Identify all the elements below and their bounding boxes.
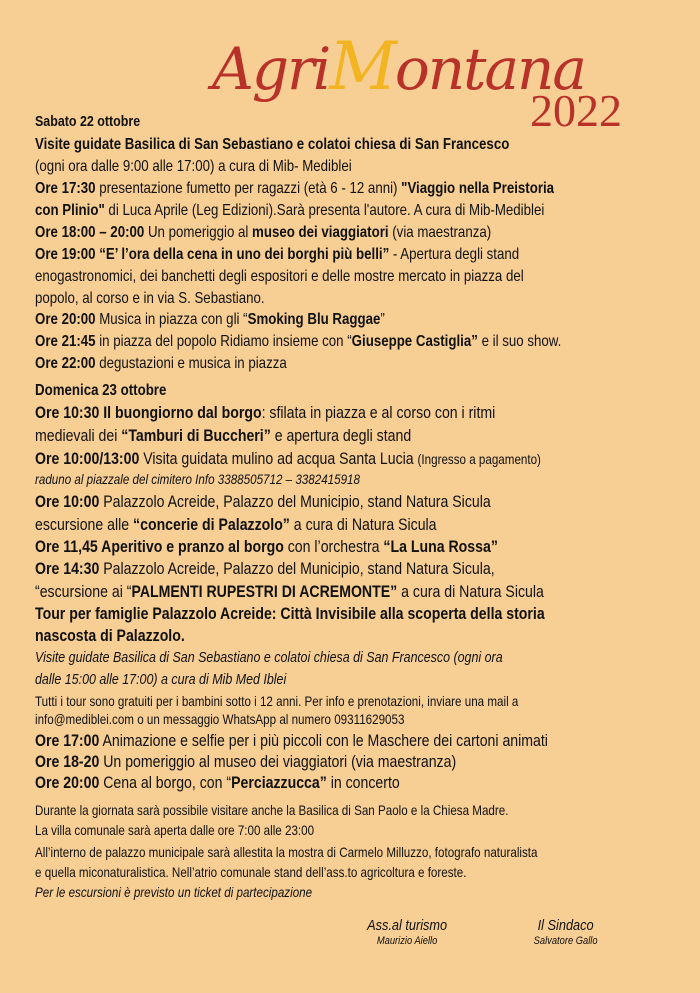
program-text-segment: Cena al borgo, con “ xyxy=(99,773,232,792)
program-text-segment: popolo, al corso e in via S. Sebastiano. xyxy=(35,290,265,307)
signature-title: Ass.al turismo xyxy=(367,917,448,934)
program-highlight: Ore 18:00 – 20:00 xyxy=(35,224,145,241)
program-text-segment: Palazzolo Acreide, Palazzo del Municipio, stand Natura Sicula, xyxy=(99,559,495,578)
program-line xyxy=(35,450,541,469)
program-text-segment: in piazza del popolo Ridiamo insieme con “ xyxy=(95,333,352,350)
program-line xyxy=(35,472,360,487)
program-text-segment: Musica in piazza con gli “ xyxy=(95,311,248,328)
program-line xyxy=(35,268,524,286)
program-text-segment: escursione alle xyxy=(35,515,134,534)
program-highlight: Ore 22:00 xyxy=(35,355,96,372)
program-highlight: nascosta di Palazzolo. xyxy=(35,626,185,645)
program-highlight: Ore 10:00/13:00 xyxy=(35,449,140,468)
program-text-segment: Un pomeriggio al xyxy=(144,224,253,241)
program-line xyxy=(35,311,385,329)
logo-m: M xyxy=(329,28,395,105)
signature-mayor xyxy=(534,917,598,947)
program-text-segment: a cura di Natura Sicula xyxy=(397,582,544,601)
program-line xyxy=(35,516,437,535)
program-text-segment: ” xyxy=(380,311,385,328)
program-text-segment: Per le escursioni è previsto un ticket di partecipazione xyxy=(35,884,313,900)
program-line xyxy=(35,650,503,667)
signature-name: Maurizio Aiello xyxy=(376,935,438,947)
program-line xyxy=(35,382,166,400)
program-highlight: Visite guidate Basilica di San Sebastiano e colatoi chiesa di San Francesco xyxy=(35,136,510,153)
program-line xyxy=(35,753,456,772)
program-highlight: Smoking Blu Raggae xyxy=(247,311,381,328)
program-text-segment: degustazioni e musica in piazza xyxy=(95,355,287,372)
program-highlight: "Viaggio nella Preistoria xyxy=(401,180,555,197)
logo-agri: Agri xyxy=(212,35,330,103)
program-line xyxy=(35,627,185,646)
program-text-segment: raduno al piazzale del cimitero Info 3388505712 – 3382415918 xyxy=(35,471,360,487)
program-text-segment: Animazione e selfie per i più piccoli con le Maschere dei cartoni animati xyxy=(99,731,548,750)
program-highlight: Ore 17:00 xyxy=(35,731,100,750)
program-text-segment: Durante la giornata sarà possibile visitare anche la Basilica di San Paolo e la Chiesa Madre. xyxy=(35,802,509,818)
program-line xyxy=(35,560,495,579)
program-highlight: Domenica 23 ottobre xyxy=(35,382,167,399)
program-text-segment: Visite guidate Basilica di San Sebastiano e colatoi chiesa di San Francesco (ogni ora xyxy=(35,649,503,666)
program-highlight: Ore 20:00 xyxy=(35,311,96,328)
program-line xyxy=(35,114,140,131)
program-text-segment: (via maestranza) xyxy=(388,224,492,241)
program-highlight: Tour per famiglie Palazzolo Acreide: Città Invisibile alla scoperta della storia xyxy=(35,604,545,623)
logo-year: 2022 xyxy=(530,85,622,136)
program-text-segment: La villa comunale sarà aperta dalle ore 7:00 alle 23:00 xyxy=(35,822,315,838)
program-line xyxy=(35,865,466,880)
program-text-segment: All’interno de palazzo municipale sarà allestita la mostra di Carmelo Milluzzo, fotografo naturalista xyxy=(35,844,538,860)
program-text-segment: info@mediblei.com o un messaggio WhatsApp al numero 09311629053 xyxy=(35,711,405,727)
program-line xyxy=(35,583,544,602)
program-highlight: PALMENTI RUPESTRI DI ACREMONTE” xyxy=(131,582,398,601)
program-highlight: “concerie di Palazzolo” xyxy=(133,515,290,534)
program-text-segment: e il suo show. xyxy=(477,333,562,350)
program-highlight: museo dei viaggiatori xyxy=(252,224,389,241)
program-line xyxy=(35,672,286,689)
program-highlight: Ore 10:00 xyxy=(35,492,100,511)
program-highlight: Sabato 22 ottobre xyxy=(35,113,141,130)
program-highlight: Ore 18-20 xyxy=(35,752,100,771)
program-line xyxy=(35,202,544,220)
program-line xyxy=(35,823,314,838)
program-highlight: “La Luna Rossa” xyxy=(383,537,498,556)
program-highlight: Ore 17:30 xyxy=(35,180,96,197)
program-highlight: Ore 14:30 xyxy=(35,559,100,578)
program-text-segment: a cura di Natura Sicula xyxy=(289,515,437,534)
program-line xyxy=(35,538,498,557)
program-highlight: Perciazzucca” xyxy=(231,773,327,792)
program-text-segment: in concerto xyxy=(326,773,400,792)
logo-ontana: ontana xyxy=(394,35,585,103)
program-highlight: Ore 11,45 Aperitivo e pranzo al borgo xyxy=(35,537,284,556)
program-line xyxy=(35,712,404,727)
program-line xyxy=(35,180,554,198)
program-highlight: Ore 10:30 Il buongiorno dal borgo xyxy=(35,403,262,422)
program-text-segment: Palazzolo Acreide, Palazzo del Municipio, stand Natura Sicula xyxy=(99,492,491,511)
program-text-segment: con l’orchestra xyxy=(283,537,384,556)
program-text-segment: (ogni ora dalle 9:00 alle 17:00) a cura di Mib- Mediblei xyxy=(35,158,352,175)
program-line xyxy=(35,224,491,242)
program-text-segment: enogastronomici, dei banchetti degli espositori e delle mostre mercato in piazza del xyxy=(35,268,524,285)
program-line xyxy=(35,355,287,373)
program-highlight: Ore 20:00 xyxy=(35,773,100,792)
program-line xyxy=(35,136,509,154)
signature-tourism xyxy=(367,917,447,947)
program-highlight: Giuseppe Castiglia” xyxy=(351,333,478,350)
program-highlight: Ore 21:45 xyxy=(35,333,96,350)
program-line xyxy=(35,333,561,351)
program-text-segment: e quella miconaturalistica. Nell’atrio comunale stand dell’ass.to agricoltura e foreste. xyxy=(35,864,467,880)
program-line xyxy=(35,694,518,709)
program-text-segment: “escursione ai “ xyxy=(35,582,132,601)
program-line xyxy=(35,158,352,176)
signature-name: Salvatore Gallo xyxy=(533,935,598,947)
program-line xyxy=(35,605,545,624)
program-text-segment: - Apertura degli stand xyxy=(389,246,520,263)
program-text-segment: Un pomeriggio al museo dei viaggiatori (via maestranza) xyxy=(99,752,457,771)
program-text-segment: medievali dei xyxy=(35,426,122,445)
program-line xyxy=(35,774,400,793)
program-highlight: Ore 19:00 “E’ l’ora della cena in uno dei borghi più belli” xyxy=(35,246,390,263)
program-text-segment: di Luca Aprile (Leg Edizioni).Sarà presenta l'autore. A cura di Mib-Mediblei xyxy=(104,202,545,219)
program-text-segment: (Ingresso a pagamento) xyxy=(417,451,541,467)
program-text-segment: : sfilata in piazza e al corso con i ritmi xyxy=(261,403,496,422)
program-text-segment: Tutti i tour sono gratuiti per i bambini sotto i 12 anni. Per info e prenotazioni, inviare una mail a xyxy=(35,693,519,709)
program-line xyxy=(35,246,519,264)
program-line xyxy=(35,803,508,818)
program-highlight: con Plinio" xyxy=(35,202,105,219)
signature-title: Il Sindaco xyxy=(537,917,594,934)
program-line xyxy=(35,493,491,512)
program-text-segment: dalle 15:00 alle 17:00) a cura di Mib Med Iblei xyxy=(35,671,287,688)
program-line xyxy=(35,404,495,423)
program-line xyxy=(35,290,265,308)
program-text-segment: Visita guidata mulino ad acqua Santa Lucia xyxy=(139,449,418,468)
program-line xyxy=(35,845,537,860)
program-line xyxy=(35,732,548,751)
program-line xyxy=(35,885,312,900)
program-line xyxy=(35,427,411,446)
program-highlight: “Tamburi di Buccheri” xyxy=(121,426,271,445)
program-text-segment: presentazione fumetto per ragazzi (età 6 - 12 anni) xyxy=(95,180,402,197)
program-text-segment: e apertura degli stand xyxy=(270,426,412,445)
